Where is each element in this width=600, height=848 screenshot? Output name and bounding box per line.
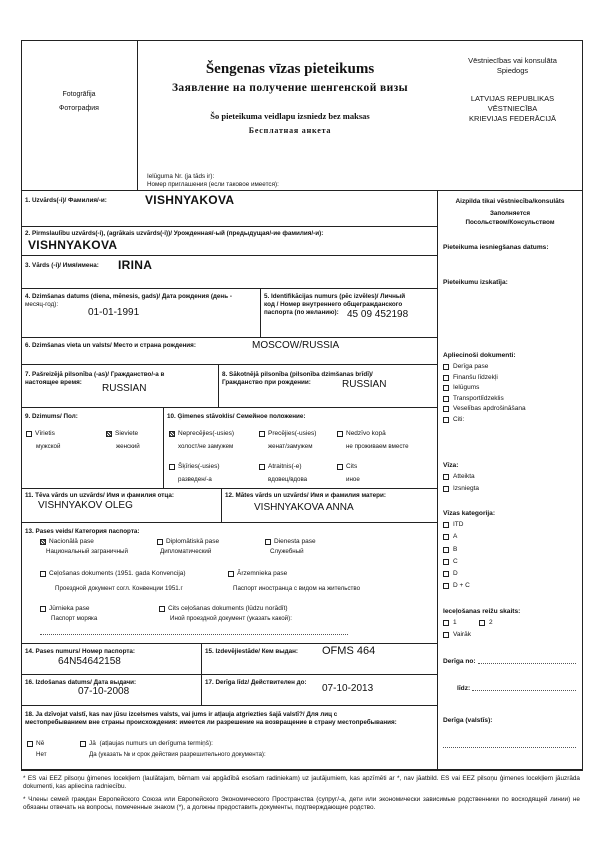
marital-single-checkbox[interactable]: [169, 431, 175, 437]
field-3-label: 3. Vārds (-i)/ Имя/имена:: [25, 262, 99, 269]
doc-item-label: Derīga pase: [453, 363, 489, 370]
field-11-label: 11. Tēva vārds un uzvārds/ Имя и фамилия отца:: [25, 492, 174, 499]
return-permit-yes-lv: Jā: [89, 740, 96, 747]
passport-service-checkbox[interactable]: [265, 539, 271, 545]
visa-category-label-d: D: [453, 570, 458, 578]
field-13-label: 13. Pases veids/ Категория паспорта:: [25, 528, 140, 535]
form-title-block: [140, 60, 440, 136]
sex-female-ru: женский: [116, 443, 140, 450]
field-1: [25, 196, 107, 205]
field-18-label-a: 18. Ja dzīvojat valstī, kas nav jūsu izcelsmes valsts, vai jums ir atļauja atgriezties šajā valstī?/ Для лиц с: [25, 711, 338, 718]
row-rule: [21, 705, 437, 706]
passport-other-option: [168, 605, 292, 623]
passport-alien-ru: Паспорт иностранца с видом на жительство: [233, 585, 361, 592]
marital-other-checkbox[interactable]: [337, 464, 343, 470]
submission-date-label: Pieteikuma iesniegšanas datums:: [443, 244, 549, 251]
passport-other-ru: Иной проездной документ (указать какой):: [170, 615, 292, 622]
field-15-label: 15. Izdevējiestāde/ Кем выдан:: [205, 648, 299, 655]
field-4-label-b: месяц-год):: [25, 301, 59, 308]
passport-national-option: [46, 538, 128, 556]
field-5-label-a: 5. Identifikācijas numurs (pēc izvēles)/ Личный: [264, 293, 406, 300]
sex-male-checkbox[interactable]: [26, 431, 32, 437]
field-5-label-c: паспорта (по желанию):: [264, 309, 339, 316]
return-permit-yes-ru: Да (указать № и срок действия разрешительного документа):: [89, 751, 266, 758]
marital-widowed-lv: Atraitnis(-e): [268, 463, 302, 470]
field-5-value[interactable]: 45 09 452198: [347, 309, 409, 320]
marital-divorced-lv: Šķīries(-usies): [178, 463, 220, 470]
field-17-label: 17. Derīga līdz/ Действителен до:: [205, 679, 307, 686]
doc-item-label: Finanšu līdzekļi: [453, 373, 498, 381]
passport-service-ru: Служебный: [270, 548, 304, 555]
passport-other-dotline[interactable]: [40, 634, 348, 635]
passport-national-checkbox[interactable]: [40, 539, 46, 545]
passport-service-lv: Dienesta pase: [274, 538, 316, 545]
entries-2-label: 2: [489, 619, 493, 626]
return-permit-yes-checkbox[interactable]: [80, 741, 86, 747]
field-1-label: 1. Uzvārds(-i)/ Фамилия/-и:: [25, 197, 107, 204]
row-rule: [21, 674, 437, 675]
row-rule: [21, 288, 437, 289]
passport-other-checkbox[interactable]: [159, 606, 165, 612]
marital-separated-lv: Nedzīvo kopā: [346, 430, 386, 437]
marital-married-checkbox[interactable]: [259, 431, 265, 437]
doc-item-label: Ielūgums: [453, 384, 480, 391]
passport-travel-1951-checkbox[interactable]: [40, 571, 46, 577]
visa-category-label-dc: D + C: [453, 582, 470, 590]
office-use-lv: Aizpilda tikai vēstniecība/konsulāts: [455, 198, 565, 205]
valid-from-dotline[interactable]: [478, 663, 576, 664]
field-14-value[interactable]: 64N54642158: [58, 656, 121, 667]
invitation-number: [147, 173, 279, 189]
valid-countries-dotline[interactable]: [443, 747, 576, 748]
marital-separated-checkbox[interactable]: [337, 431, 343, 437]
authority-line-3: KRIEVIJAS FEDERĀCIJĀ: [468, 114, 557, 123]
field-8-value[interactable]: RUSSIAN: [342, 379, 387, 390]
field-8-label-b: Гражданство при рождении:: [222, 379, 311, 386]
return-permit-no-lv: Nē: [36, 740, 45, 747]
passport-seaman-checkbox[interactable]: [40, 606, 46, 612]
row-rule: [21, 407, 437, 408]
passport-seaman-option: [49, 605, 97, 623]
field-12-label: 12. Mātes vārds un uzvārds/ Имя и фамилия матери:: [225, 492, 386, 499]
row-rule: [21, 522, 437, 523]
marital-single-lv: Neprecējies(-usies): [178, 430, 234, 437]
sex-female-checkbox[interactable]: [106, 431, 112, 437]
passport-seaman-ru: Паспорт моряка: [51, 615, 98, 622]
marital-divorced-checkbox[interactable]: [169, 464, 175, 470]
cell-divider: [201, 674, 202, 705]
field-16-label: 16. Izdošanas datums/ Дата выдачи:: [25, 679, 137, 686]
passport-diplomatic-lv: Diplomātiskā pase: [166, 538, 220, 545]
sex-male-lv: Vīrietis: [35, 430, 55, 437]
field-4-label-a: 4. Dzimšanas datums (diena, mēnesis, gads)/ Дата рождения (день -: [25, 293, 232, 300]
field-1-value[interactable]: VISHNYAKOVA: [145, 193, 235, 207]
passport-travel-1951-lv: Ceļošanas dokuments (1951. gada Konvencija): [49, 570, 186, 577]
field-7-value[interactable]: RUSSIAN: [102, 383, 147, 394]
consulate-stamp-block: [442, 56, 583, 124]
passport-service-option: [270, 538, 316, 556]
field-2-value[interactable]: VISHNYAKOVA: [28, 238, 118, 252]
visa-decision-label-refused: Atteikta: [453, 473, 475, 480]
passport-diplomatic-checkbox[interactable]: [157, 539, 163, 545]
form-title-lv: Šengenas vīzas pieteikums: [205, 61, 375, 77]
visa-decision-label-issued: Izsniegta: [453, 484, 480, 492]
passport-alien-lv: Ārzemnieka pase: [237, 570, 288, 577]
office-use-ru1: Заполняется: [489, 210, 530, 217]
field-8-label-a: 8. Sākotnējā pilsonība (pilsonība dzimšanas brīdī)/: [222, 371, 373, 378]
field-7-label-b: настоящее время:: [25, 379, 82, 386]
office-use-ru2: Посольством/Консульством: [465, 219, 555, 226]
marital-divorced-option: [178, 463, 220, 484]
row-rule: [21, 226, 437, 227]
field-10-label: 10. Ģimenes stāvoklis/ Семейное положение:: [167, 413, 306, 420]
passport-diplomatic-option: [160, 538, 220, 556]
return-permit-no-checkbox[interactable]: [27, 741, 33, 747]
return-permit-no-ru: Нет: [36, 751, 47, 758]
entries-label: Ieceļošanas reižu skaits:: [443, 608, 521, 615]
invitation-label-lv: Ielūguma Nr. (ja tāds ir):: [147, 173, 215, 180]
return-permit-yes-note: (atļaujas numurs un derīguma termiņš):: [99, 740, 213, 747]
field-17-value[interactable]: 07-10-2013: [322, 683, 374, 694]
visa-category-label-itd: ITD: [453, 521, 464, 528]
field-16-value[interactable]: 07-10-2008: [78, 686, 130, 697]
row-rule: [21, 488, 437, 489]
passport-national-lv: Nacionālā pase: [49, 538, 94, 545]
entries-multi-label: Vairāk: [453, 631, 471, 638]
visa-decision-label: Vīza:: [443, 462, 459, 469]
marital-other-lv: Cits: [346, 463, 358, 470]
visa-category-label-c: C: [453, 557, 458, 565]
field-18: [25, 711, 397, 727]
field-7-label-a: 7. Pašreizējā pilsonība (-as)/ Гражданство/-а в: [25, 371, 165, 378]
sex-male-option: [35, 430, 60, 451]
marital-other-ru: иное: [346, 476, 360, 483]
field-15-value[interactable]: OFMS 464: [322, 645, 376, 657]
marital-married-ru: женат/замужем: [268, 443, 313, 450]
sex-male-ru: мужской: [36, 443, 61, 450]
passport-seaman-lv: Jūrnieka pase: [49, 605, 90, 612]
stamp-line-2: Spiedogs: [496, 66, 529, 75]
field-18-label-b: местопребыванием вне страны происхождения: имеется ли разрешение на возвращение в страну местопребывания:: [25, 719, 397, 726]
visa-category-label: Vīzas kategorija:: [443, 510, 496, 517]
supporting-docs-label: Apliecinoši dokumenti:: [443, 352, 516, 359]
invitation-label-ru: Номер приглашения (если таковое имеется):: [147, 181, 279, 188]
cell-divider: [218, 364, 219, 407]
return-permit-no-option: [36, 740, 47, 759]
marital-separated-option: [346, 430, 409, 451]
field-9-label: 9. Dzimums/ Пол:: [25, 413, 78, 420]
entries-multi-checkbox[interactable]: [443, 632, 449, 638]
passport-alien-checkbox[interactable]: [228, 571, 234, 577]
field-12-value[interactable]: VISHNYAKOVA ANNA: [254, 502, 354, 513]
passport-national-ru: Национальный заграничный: [46, 548, 128, 555]
marital-widowed-checkbox[interactable]: [259, 464, 265, 470]
return-permit-yes-option: [89, 740, 266, 759]
cell-divider: [163, 407, 164, 488]
form-title-ru: Заявление на получение шенгенской визы: [171, 82, 409, 94]
marital-divorced-ru: разведен/-а: [178, 476, 212, 483]
photo-box: [21, 88, 137, 116]
marital-other-option: [346, 463, 360, 484]
doc-item-label: Citi:: [453, 415, 465, 423]
footnote-ru: * Члены семей граждан Европейского Союза или Европейского Экономического Пространства (супруг/-а, дети или экономически зависимые родственники по восходящей линии) не обязаны отвечать на вопросы, помеченные знаком (*), а должны предоставить документы, подтверждающие родство.: [23, 796, 580, 812]
row-rule: [21, 770, 583, 771]
authority-line-2: VĒSTNIECĪBA: [487, 104, 538, 113]
footnote-lv: * ES vai EEZ pilsoņu ģimenes locekļiem (laulātajam, bērnam vai apgādībā esošam radiniekam) uz jautājumiem, kas apzīmēti ar *, nav jāatbild. ES vai EEZ pilsoņu ģimenes locekļiem jāuzrāda dokumenti, kas apliecina radniecību.: [23, 775, 580, 791]
visa-category-label-a: A: [453, 533, 458, 541]
row-rule: [21, 364, 437, 365]
entries-1-checkbox[interactable]: [443, 620, 449, 626]
row-rule: [21, 643, 437, 644]
field-6-label: 6. Dzimšanas vieta un valsts/ Место и страна рождения:: [25, 342, 196, 349]
photo-label-lv: Fotogrāfija: [62, 91, 96, 98]
photo-divider: [137, 40, 138, 190]
office-use-header: [437, 197, 583, 227]
header-bottom-rule: [21, 190, 583, 191]
free-of-charge-ru: Бесплатная анкета: [248, 126, 332, 135]
valid-to-label: līdz:: [457, 685, 471, 692]
doc-item-label: Veselības apdrošināšana: [453, 405, 526, 412]
cell-divider: [201, 643, 202, 674]
valid-from-label: Derīga no:: [443, 658, 476, 665]
field-2-label: 2. Pirmslaulību uzvārds(-i), (agrākais uzvārds(-i))/ Урожденная/-ый (предыдущая/-ие фамилия/-и):: [25, 230, 324, 237]
marital-widowed-ru: вдовец/вдова: [268, 476, 308, 483]
row-rule: [21, 255, 437, 256]
marital-single-ru: холост/не замужем: [178, 443, 234, 450]
field-11-value[interactable]: VISHNYAKOV OLEG: [38, 500, 133, 511]
sidebar-divider: [437, 190, 438, 770]
marital-married-lv: Precējies(-usies): [268, 430, 317, 437]
entries-2-checkbox[interactable]: [479, 620, 485, 626]
marital-married-option: [268, 430, 316, 451]
valid-to-dotline[interactable]: [472, 690, 576, 691]
row-rule: [21, 337, 437, 338]
marital-single-option: [178, 430, 234, 451]
passport-travel-1951-ru: Проездной документ согл. Конвенции 1951.г: [55, 585, 183, 592]
field-4-value[interactable]: 01-01-1991: [88, 307, 140, 318]
entries-1-label: 1: [453, 619, 457, 626]
cell-divider: [221, 488, 222, 522]
sex-female-lv: Sieviete: [115, 430, 139, 437]
cell-divider: [260, 288, 261, 337]
stamp-line-1: Vēstniecības vai konsulāta: [468, 56, 557, 65]
passport-diplomatic-ru: Дипломатический: [160, 548, 212, 555]
valid-countries-label: Derīga (valstīs):: [443, 717, 493, 724]
photo-label-ru: Фотография: [59, 105, 99, 112]
passport-travel-1951-option: [49, 570, 186, 593]
doc-item-label: Transportlīdzeklis: [453, 394, 504, 402]
marital-widowed-option: [268, 463, 307, 484]
passport-alien-option: [233, 570, 361, 593]
visa-category-label-b: B: [453, 545, 458, 553]
authority-line-1: LATVIJAS REPUBLIKAS: [470, 94, 555, 103]
marital-separated-ru: не проживаем вместе: [346, 443, 409, 450]
sex-female-option: [115, 430, 140, 451]
field-6-value[interactable]: MOSCOW/RUSSIA: [252, 340, 340, 351]
handled-by-label: Pieteikumu izskatīja:: [443, 279, 508, 286]
field-5-label-b: код / Номер внутреннего общегражданского: [264, 301, 403, 308]
field-3-value[interactable]: IRINA: [118, 258, 153, 272]
passport-other-lv: Cits ceļošanas dokuments (lūdzu norādīt): [168, 605, 288, 612]
field-14-label: 14. Pases numurs/ Номер паспорта:: [25, 648, 136, 655]
free-of-charge-lv: Šo pieteikuma veidlapu izsniedz bez maksas: [210, 111, 370, 121]
